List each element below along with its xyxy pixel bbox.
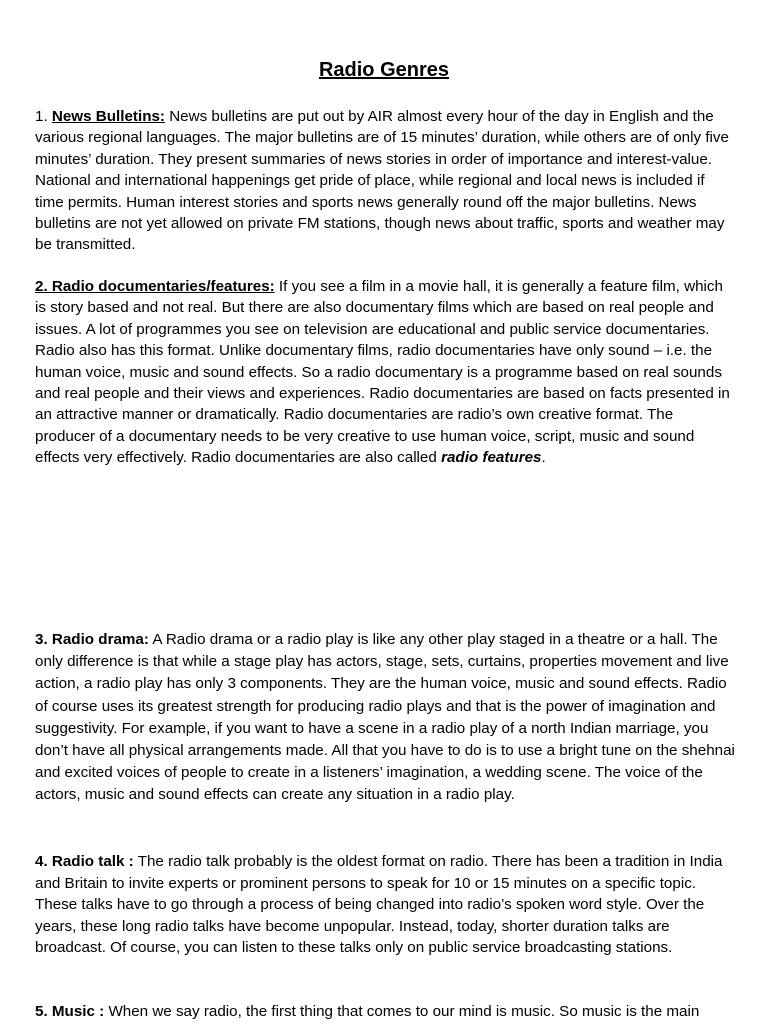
section-number: 1. xyxy=(35,108,52,125)
section-radio-drama xyxy=(35,629,735,807)
sentence-end: . xyxy=(541,449,546,467)
section-heading: 3. Radio drama: xyxy=(35,631,149,648)
section-body: The radio talk probably is the oldest format on radio. There has been a tradition in India and Britain to invite experts or prominent persons to speak for 10 or 15 minutes on a specific topic. These talks have to go through a process of being changed into radio’s spoken word style. Over the years, these long radio talks have become unpopular. Instead, today, shorter duration talks are broadcast. Of course, you can listen to these talks only on public service broadcasting stations. xyxy=(35,853,723,957)
section-body: A Radio drama or a radio play is like any other play staged in a theatre or a hall. The only difference is that while a stage play has actors, stage, sets, curtains, properties movement and live action, a radio play has only 3 components. They are the human voice, music and sound effects. Radio of course uses its greatest strength for producing radio plays and that is the power of imagination and suggestivity. For example, if you want to have a scene in a radio play of a north Indian marriage, you don’t have all physical arrangements made. All that you have to do is to use a bright tune on the shehnai and excited voices of people to create in a listeners’ imagination, a wedding scene. The voice of the actors, music and sound effects can create any situation in a radio play. xyxy=(35,631,735,804)
page-title: Radio Genres xyxy=(318,59,450,81)
section-news-bulletins xyxy=(35,106,735,256)
section-body: News bulletins are put out by AIR almost every hour of the day in English and the various regional languages. The major bulletins are of 15 minutes’ duration, while others are of only five minutes’ duration. They present summaries of news stories in order of importance and interest-value. National and international happenings get pride of place, while regional and local news is included if time permits. Human interest stories and sports news generally round off the major bulletins. News bulletins are not yet allowed on private FM stations, though news about traffic, sports and weather may be transmitted. xyxy=(35,108,729,254)
section-heading: 2. Radio documentaries/features: xyxy=(35,278,275,295)
section-body: If you see a film in a movie hall, it is generally a feature film, which is story based and not real. But there are also documentary films which are based on real people and issues. A lot of programmes you see on television are educational and public service documentaries. Radio also has this format. Unlike documentary films, radio documentaries have only sound – i.e. the human voice, music and sound effects. So a radio documentary is a programme based on real sounds and real people and their views and experiences. Radio documentaries are based on facts presented in an attractive manner or dramatically. Radio documentaries are radio’s own creative format. The producer of a documentary needs to be very creative to use human voice, script, music and sound effects very effectively. Radio documentaries are also called xyxy=(35,278,730,467)
section-music xyxy=(35,1001,735,1023)
section-heading: 5. Music : xyxy=(35,1003,105,1020)
emphasis-term: radio features xyxy=(441,449,542,467)
section-body: When we say radio, the first thing that comes to our mind is music. So music is the main xyxy=(104,1003,700,1020)
section-radio-talk xyxy=(35,851,735,959)
section-heading: 4. Radio talk : xyxy=(35,853,134,870)
section-radio-documentaries xyxy=(35,276,735,469)
section-heading: News Bulletins: xyxy=(51,108,165,125)
